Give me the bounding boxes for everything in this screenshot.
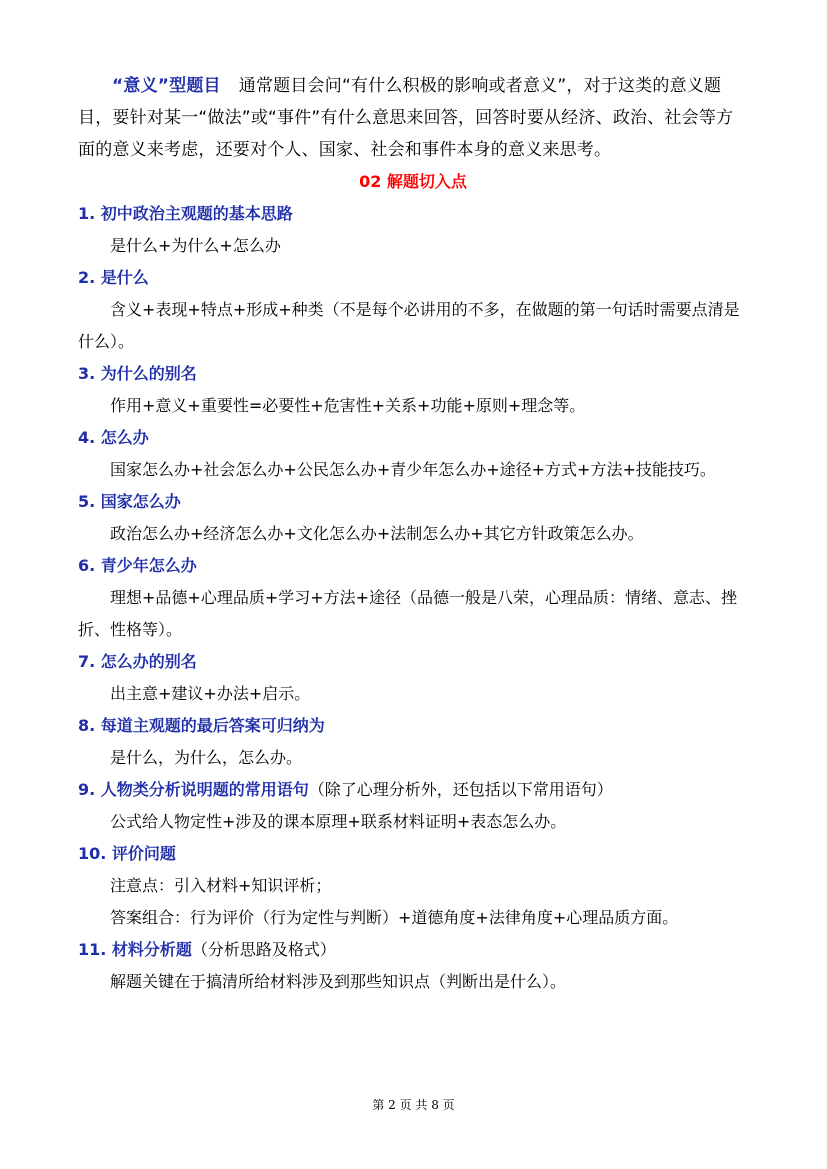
item-text: 出主意+建议+办法+启示。 [110, 684, 311, 703]
item-heading-text: 11. 材料分析题 [78, 940, 192, 959]
intro-lead: “意义”型题目 [112, 76, 221, 96]
item-heading [78, 262, 748, 294]
section-title: 02 解题切入点 [359, 172, 467, 191]
item-heading-text: 7. 怎么办的别名 [78, 652, 197, 671]
item-text: 国家怎么办+社会怎么办+公民怎么办+青少年怎么办+途径+方式+方法+技能技巧。 [110, 460, 716, 479]
item-heading [78, 550, 748, 582]
page-footer: 第 2 页 共 8 页 [372, 1098, 455, 1112]
item-text: 含义+表现+特点+形成+种类（不是每个必讲用的不多，在做题的第一句话时需要点清是什么）。 [78, 300, 740, 351]
item-heading [78, 486, 748, 518]
item-heading [78, 774, 748, 806]
item-text: 是什么，为什么，怎么办。 [110, 748, 303, 767]
item-list [78, 198, 748, 998]
item-heading [78, 422, 748, 454]
item-heading-text: 3. 为什么的别名 [78, 364, 197, 383]
item-heading-text: 5. 国家怎么办 [78, 492, 181, 511]
item-heading-text: 8. 每道主观题的最后答案可归纳为 [78, 716, 325, 735]
item-heading [78, 934, 748, 966]
item-text: 作用+意义+重要性=必要性+危害性+关系+功能+原则+理念等。 [110, 396, 586, 415]
item-heading-text: 4. 怎么办 [78, 428, 149, 447]
item-heading-text: 1. 初中政治主观题的基本思路 [78, 204, 293, 223]
item-heading-text: 2. 是什么 [78, 268, 149, 287]
item-text: 是什么+为什么+怎么办 [110, 236, 281, 255]
item-heading [78, 198, 748, 230]
item-heading-text: 9. 人物类分析说明题的常用语句 [78, 780, 309, 799]
item-heading [78, 646, 748, 678]
document-body [78, 70, 748, 998]
item-heading [78, 710, 748, 742]
item-text: 注意点：引入材料+知识评析； [110, 876, 332, 895]
item-text: 理想+品德+心理品质+学习+方法+途径（品德一般是八荣，心理品质：情绪、意志、挫折、性格等）。 [78, 588, 738, 639]
item-text: 公式给人物定性+涉及的课本原理+联系材料证明+表态怎么办。 [110, 812, 567, 831]
intro-paragraph [78, 70, 748, 166]
item-text: 答案组合：行为评价（行为定性与判断）+道德角度+法律角度+心理品质方面。 [110, 908, 679, 927]
item-text: 政治怎么办+经济怎么办+文化怎么办+法制怎么办+其它方针政策怎么办。 [110, 524, 644, 543]
item-heading-note: （分析思路及格式） [191, 940, 336, 959]
item-heading-note: （除了心理分析外，还包括以下常用语句） [308, 780, 613, 799]
item-heading-text: 10. 评价问题 [78, 844, 176, 863]
item-heading [78, 358, 748, 390]
item-heading-text: 6. 青少年怎么办 [78, 556, 197, 575]
intro-text: 通常题目会问“有什么积极的影响或者意义”，对于这类的意义题目，要针对某一“做法”或“事件”有什么意思来回答，回答时要从经济、政治、社会等方面的意义来考虑，还要对个人、国家、社会和事件本身的意义来思考。 [78, 76, 734, 160]
item-heading [78, 838, 748, 870]
item-text: 解题关键在于搞清所给材料涉及到那些知识点（判断出是什么）。 [110, 972, 567, 991]
